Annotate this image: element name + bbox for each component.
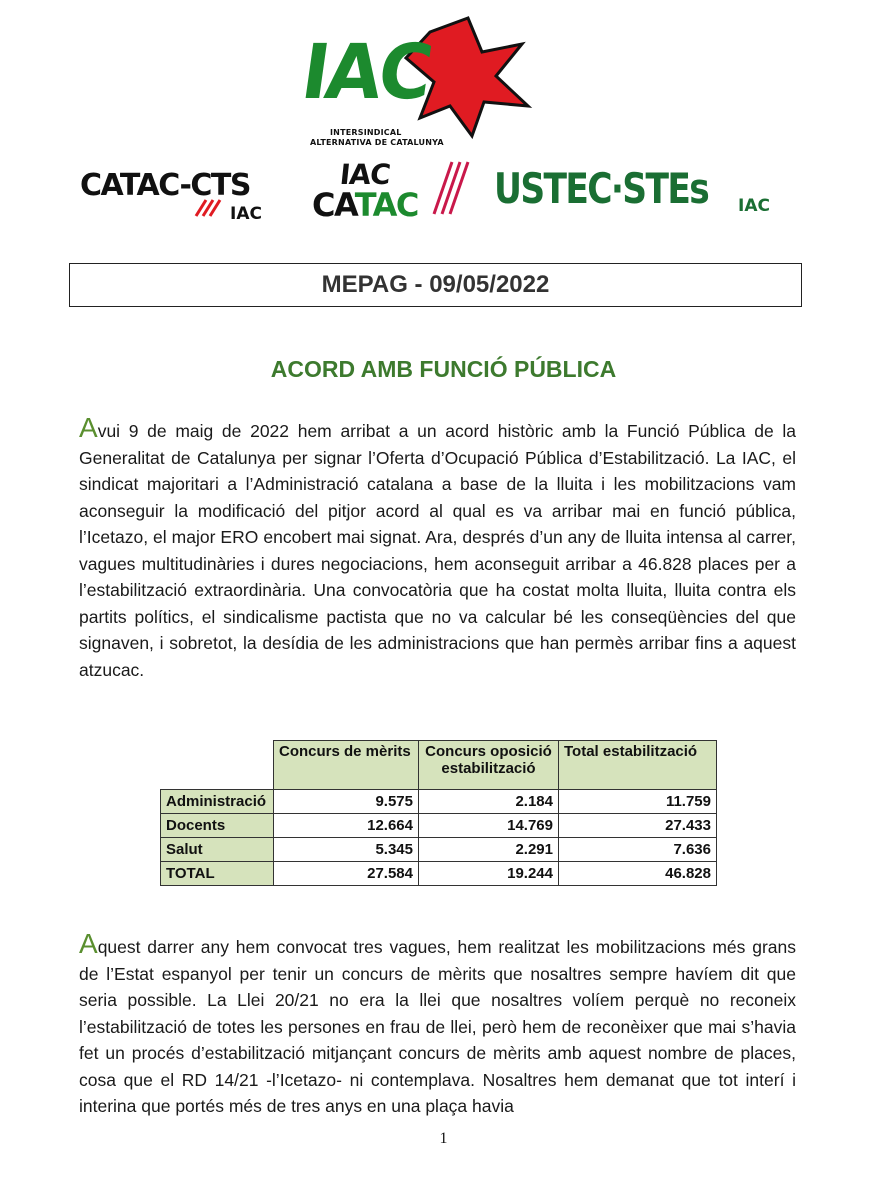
catac-cts-logo <box>80 168 262 224</box>
ustec-stes-logo-text: USTEC·STEs <box>494 164 709 213</box>
drop-letter: A <box>79 928 98 959</box>
table-cell: 27.433 <box>559 814 717 838</box>
table-header: Concurs oposició estabilització <box>419 741 559 790</box>
catac-cts-logo-sub: IAC <box>230 204 262 224</box>
row-label: TOTAL <box>161 862 274 886</box>
iac-catac-logo-bottom <box>312 186 418 224</box>
paragraph-1-text: vui 9 de maig de 2022 hem arribat a un acord històric amb la Funció Pública de la Generalitat de Catalunya per signar l’Oferta d’Ocupació Pública d’Estabilització. La IAC, el sindicat majoritari a l’Administració catalana a base de la lluita i les mobilitzacions vam aconseguir la modificació del pitjor acord al qual es va arribar mai en funció pública, l’Icetazo, el major ERO encobert mai signat. Ara, després d’un any de lluita intensa al carrer, vagues multitudinàries i dures negociacions, hem aconseguit arribar a 46.828 places per a l’estabilització extraordinària. Una convocatòria que ha costat molta lluita, lluita contra els partits polítics, el sindicalisme pactista que no va calcular bé les conseqüències del que signaven, i sobretot, la desídia de les administracions que han permès arribar fins a aquest atzucac. <box>79 421 796 680</box>
row-label: Docents <box>161 814 274 838</box>
paragraph-1 <box>79 412 796 683</box>
table-cell: 2.291 <box>419 838 559 862</box>
table-cell: 11.759 <box>559 790 717 814</box>
table-cell: 14.769 <box>419 814 559 838</box>
iac-catac-logo-ca: CA <box>312 186 355 224</box>
iac-logo-text: IAC <box>296 27 436 116</box>
row-label: Administració <box>161 790 274 814</box>
red-stripes-icon <box>432 160 472 216</box>
table-cell: 2.184 <box>419 790 559 814</box>
iac-catac-logo-tac: TAC <box>354 186 418 224</box>
table-cell: 9.575 <box>274 790 419 814</box>
secondary-logos <box>0 150 887 230</box>
table-header: Concurs de mèrits <box>274 741 419 790</box>
page-number: 1 <box>439 1130 448 1147</box>
ustec-stes-logo-sub: IAC <box>738 196 770 216</box>
iac-logo-line1: INTERSINDICAL <box>330 128 402 137</box>
iac-main-logo <box>296 14 540 147</box>
table-cell: 46.828 <box>559 862 717 886</box>
table-header: Total estabilització <box>559 741 717 790</box>
table-cell: 5.345 <box>274 838 419 862</box>
catac-cts-logo-text: CATAC-CTS <box>80 168 251 203</box>
table-header-row <box>161 741 717 790</box>
table-cell: 27.584 <box>274 862 419 886</box>
red-stripes-icon <box>192 198 222 218</box>
iac-logo-line2: ALTERNATIVA DE CATALUNYA <box>310 138 444 147</box>
iac-catac-logo <box>312 158 472 222</box>
iac-catac-logo-top: IAC <box>338 158 392 191</box>
document-title: MEPAG - 09/05/2022 <box>321 271 550 298</box>
row-label: Salut <box>161 838 274 862</box>
table-cell: 7.636 <box>559 838 717 862</box>
document-title-box <box>69 263 802 307</box>
table-cell: 12.664 <box>274 814 419 838</box>
table-row <box>161 862 717 886</box>
drop-letter: A <box>79 412 98 443</box>
section-heading: ACORD AMB FUNCIÓ PÚBLICA <box>270 356 617 382</box>
stabilization-table <box>160 740 717 886</box>
table-row <box>161 790 717 814</box>
ustec-stes-logo <box>494 164 770 216</box>
paragraph-2 <box>79 928 796 1120</box>
table-cell: 19.244 <box>419 862 559 886</box>
table-row <box>161 814 717 838</box>
table-corner <box>161 741 274 790</box>
table-row <box>161 838 717 862</box>
paragraph-2-text: quest darrer any hem convocat tres vagues, hem realitzat les mobilitzacions més grans de l’Estat espanyol per tenir un concurs de mèrits que nosaltres sempre havíem dit que seria possible. La Llei 20/21 no era la llei que nosaltres volíem perquè no reconeix l’estabilització de totes les persones en frau de llei, però hem de reconèixer que mai s’havia fet un procés d’estabilització mitjançant concurs de mèrits amb aquest nombre de places, cosa que el RD 14/21 -l’Icetazo- ni contemplava. Nosaltres hem demanat que tot interí i interina que portés més de tres anys en una plaça havia <box>79 937 796 1116</box>
